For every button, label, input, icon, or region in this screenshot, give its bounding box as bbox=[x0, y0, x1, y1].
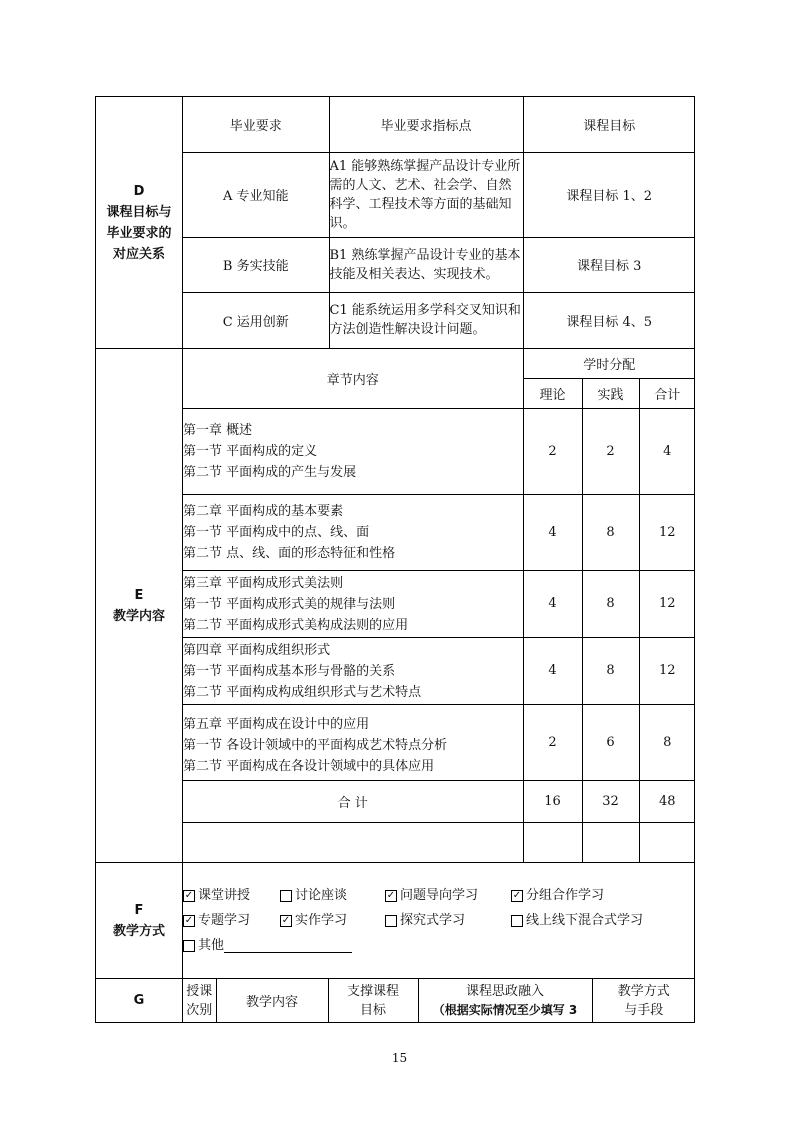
sum-theory: 16 bbox=[523, 780, 582, 822]
chapter-line: 第二节 平面构成形式美构成法则的应用 bbox=[183, 617, 409, 633]
section-d-label bbox=[96, 97, 183, 349]
mapping-row bbox=[183, 292, 695, 348]
theory-hours: 2 bbox=[523, 704, 582, 780]
checkbox-unchecked-icon[interactable] bbox=[280, 890, 292, 902]
blank-cell bbox=[183, 822, 523, 862]
section-f-label bbox=[96, 863, 183, 979]
chapter-line: 第三章 平面构成形式美法则 bbox=[183, 575, 344, 591]
requirement-cell: B 务实技能 bbox=[183, 237, 329, 292]
header-line: （根据实际情况至少填写 3 bbox=[432, 1002, 578, 1017]
method-label: 问题导向学习 bbox=[400, 888, 479, 903]
chapter-row bbox=[183, 494, 695, 570]
course-syllabus-table bbox=[95, 96, 695, 1023]
blank-row bbox=[183, 822, 695, 862]
sum-practice: 32 bbox=[582, 780, 639, 822]
header-supported-goal bbox=[328, 979, 418, 1022]
practice-hours: 6 bbox=[582, 704, 639, 780]
section-e-label bbox=[96, 349, 183, 863]
method-label: 实作学习 bbox=[295, 913, 348, 928]
header-indicator: 毕业要求指标点 bbox=[329, 97, 523, 152]
method-practical[interactable] bbox=[280, 908, 385, 933]
method-label: 其他 bbox=[198, 938, 225, 953]
chapter-line: 第一节 平面构成中的点、线、面 bbox=[183, 524, 370, 540]
schedule-header-table bbox=[183, 979, 695, 1022]
header-ideology bbox=[418, 979, 592, 1022]
section-d-title-line: 对应关系 bbox=[112, 246, 165, 262]
section-f-letter: F bbox=[134, 902, 144, 918]
method-label: 讨论座谈 bbox=[295, 888, 348, 903]
methods-row bbox=[183, 933, 694, 958]
header-teaching-content: 教学内容 bbox=[216, 979, 328, 1022]
blank-cell bbox=[523, 822, 582, 862]
other-input-line[interactable] bbox=[224, 938, 352, 953]
methods-row bbox=[183, 908, 694, 933]
blank-cell bbox=[582, 822, 639, 862]
chapter-cell bbox=[183, 637, 523, 704]
chapter-line: 第二章 平面构成的基本要素 bbox=[183, 503, 344, 519]
theory-hours: 2 bbox=[523, 408, 582, 494]
section-d-letter: D bbox=[133, 183, 145, 199]
total-hours: 12 bbox=[639, 494, 695, 570]
chapter-line: 第二节 平面构成构成组织形式与艺术特点 bbox=[183, 684, 422, 700]
section-f-row bbox=[96, 863, 695, 979]
method-group-work[interactable] bbox=[511, 883, 604, 908]
chapter-line: 第二节 平面构成的产生与发展 bbox=[183, 464, 357, 480]
indicator-cell: B1 熟练掌握产品设计专业的基本技能及相关表达、实现技术。 bbox=[329, 237, 523, 292]
section-e-row bbox=[96, 349, 695, 863]
theory-hours: 4 bbox=[523, 637, 582, 704]
chapter-row bbox=[183, 570, 695, 637]
section-g-row bbox=[96, 979, 695, 1023]
method-discussion[interactable] bbox=[280, 883, 385, 908]
goal-cell: 课程目标 3 bbox=[523, 237, 695, 292]
section-g-label bbox=[96, 979, 183, 1023]
chapter-row bbox=[183, 408, 695, 494]
teaching-content-table bbox=[183, 349, 695, 862]
chapter-cell bbox=[183, 408, 523, 494]
chapter-line: 第五章 平面构成在设计中的应用 bbox=[183, 716, 370, 732]
header-theory: 理论 bbox=[523, 378, 582, 408]
mapping-row bbox=[183, 237, 695, 292]
method-other[interactable] bbox=[183, 933, 352, 958]
method-label: 分组合作学习 bbox=[526, 888, 605, 903]
header-total: 合计 bbox=[639, 378, 695, 408]
method-label: 课堂讲授 bbox=[198, 888, 251, 903]
chapter-line: 第一节 平面构成形式美的规律与法则 bbox=[183, 596, 396, 612]
header-line: 课程思政融入 bbox=[465, 983, 544, 999]
checkbox-checked-icon[interactable]: ✓ bbox=[386, 889, 396, 901]
chapter-line: 第一节 各设计领域中的平面构成艺术特点分析 bbox=[183, 737, 448, 753]
chapter-line: 第一节 平面构成基本形与骨骼的关系 bbox=[183, 663, 396, 679]
method-label: 专题学习 bbox=[198, 913, 251, 928]
chapter-line: 第一章 概述 bbox=[183, 422, 253, 438]
method-inquiry[interactable] bbox=[385, 908, 511, 933]
method-topic-study[interactable] bbox=[183, 908, 280, 933]
requirement-mapping-table bbox=[183, 97, 695, 348]
header-hours: 学时分配 bbox=[523, 349, 695, 378]
checkbox-checked-icon[interactable]: ✓ bbox=[184, 889, 194, 901]
chapter-row bbox=[183, 637, 695, 704]
chapter-row bbox=[183, 704, 695, 780]
chapter-cell bbox=[183, 570, 523, 637]
header-line: 次别 bbox=[186, 1002, 213, 1018]
requirement-cell: C 运用创新 bbox=[183, 292, 329, 348]
header-practice: 实践 bbox=[582, 378, 639, 408]
total-hours: 8 bbox=[639, 704, 695, 780]
practice-hours: 2 bbox=[582, 408, 639, 494]
theory-hours: 4 bbox=[523, 570, 582, 637]
goal-cell: 课程目标 1、2 bbox=[523, 152, 695, 237]
total-hours: 12 bbox=[639, 637, 695, 704]
requirement-cell: A 专业知能 bbox=[183, 152, 329, 237]
header-line: 与手段 bbox=[624, 1002, 664, 1018]
section-f-title: 教学方式 bbox=[112, 923, 165, 939]
total-hours: 4 bbox=[639, 408, 695, 494]
theory-hours: 4 bbox=[523, 494, 582, 570]
chapter-line: 第二节 平面构成在各设计领域中的具体应用 bbox=[183, 758, 435, 774]
header-line: 支撑课程 bbox=[346, 983, 399, 999]
mapping-row bbox=[183, 152, 695, 237]
practice-hours: 8 bbox=[582, 494, 639, 570]
indicator-cell: A1 能够熟练掌握产品设计专业所需的人文、艺术、社会学、自然科学、工程技术等方面的基础知识。 bbox=[329, 152, 523, 237]
practice-hours: 8 bbox=[582, 637, 639, 704]
section-g-letter: G bbox=[133, 993, 145, 1008]
checkbox-checked-icon[interactable]: ✓ bbox=[512, 889, 522, 901]
indicator-cell: C1 能系统运用多学科交叉知识和方法创造性解决设计问题。 bbox=[329, 292, 523, 348]
section-e-title: 教学内容 bbox=[112, 608, 165, 624]
checkbox-unchecked-icon[interactable] bbox=[183, 940, 195, 952]
chapter-line: 第四章 平面构成组织形式 bbox=[183, 642, 331, 658]
header-method bbox=[592, 979, 695, 1022]
goal-cell: 课程目标 4、5 bbox=[523, 292, 695, 348]
chapter-cell bbox=[183, 704, 523, 780]
section-d-row bbox=[96, 97, 695, 349]
header-line: 授课 bbox=[186, 983, 213, 999]
section-e-letter: E bbox=[134, 587, 144, 603]
chapter-cell bbox=[183, 494, 523, 570]
sum-row bbox=[183, 780, 695, 822]
sum-label: 合 计 bbox=[183, 780, 523, 822]
blank-cell bbox=[639, 822, 695, 862]
method-label: 线上线下混合式学习 bbox=[526, 913, 644, 928]
header-session bbox=[183, 979, 216, 1022]
header-chapter-content: 章节内容 bbox=[183, 349, 523, 408]
section-d-title-line: 课程目标与 bbox=[106, 204, 172, 220]
sum-total: 48 bbox=[639, 780, 695, 822]
method-blended[interactable] bbox=[511, 908, 643, 933]
method-problem-based[interactable] bbox=[385, 883, 511, 908]
checkbox-unchecked-icon[interactable] bbox=[511, 915, 523, 927]
total-hours: 12 bbox=[639, 570, 695, 637]
checkbox-unchecked-icon[interactable] bbox=[385, 915, 397, 927]
chapter-line: 第二节 点、线、面的形态特征和性格 bbox=[183, 545, 396, 561]
teaching-methods-cell bbox=[183, 863, 695, 979]
header-goal: 课程目标 bbox=[523, 97, 695, 152]
section-d-title-line: 毕业要求的 bbox=[106, 225, 172, 241]
header-line: 教学方式 bbox=[617, 983, 670, 999]
methods-row bbox=[183, 883, 694, 908]
checkbox-checked-icon[interactable]: ✓ bbox=[184, 914, 194, 926]
page-number: 15 bbox=[391, 1051, 408, 1065]
chapter-line: 第一节 平面构成的定义 bbox=[183, 443, 318, 459]
header-requirement: 毕业要求 bbox=[183, 97, 329, 152]
checkbox-checked-icon[interactable]: ✓ bbox=[281, 914, 291, 926]
method-label: 探究式学习 bbox=[400, 913, 466, 928]
method-lecture[interactable] bbox=[183, 883, 280, 908]
header-line: 目标 bbox=[359, 1002, 386, 1018]
practice-hours: 8 bbox=[582, 570, 639, 637]
